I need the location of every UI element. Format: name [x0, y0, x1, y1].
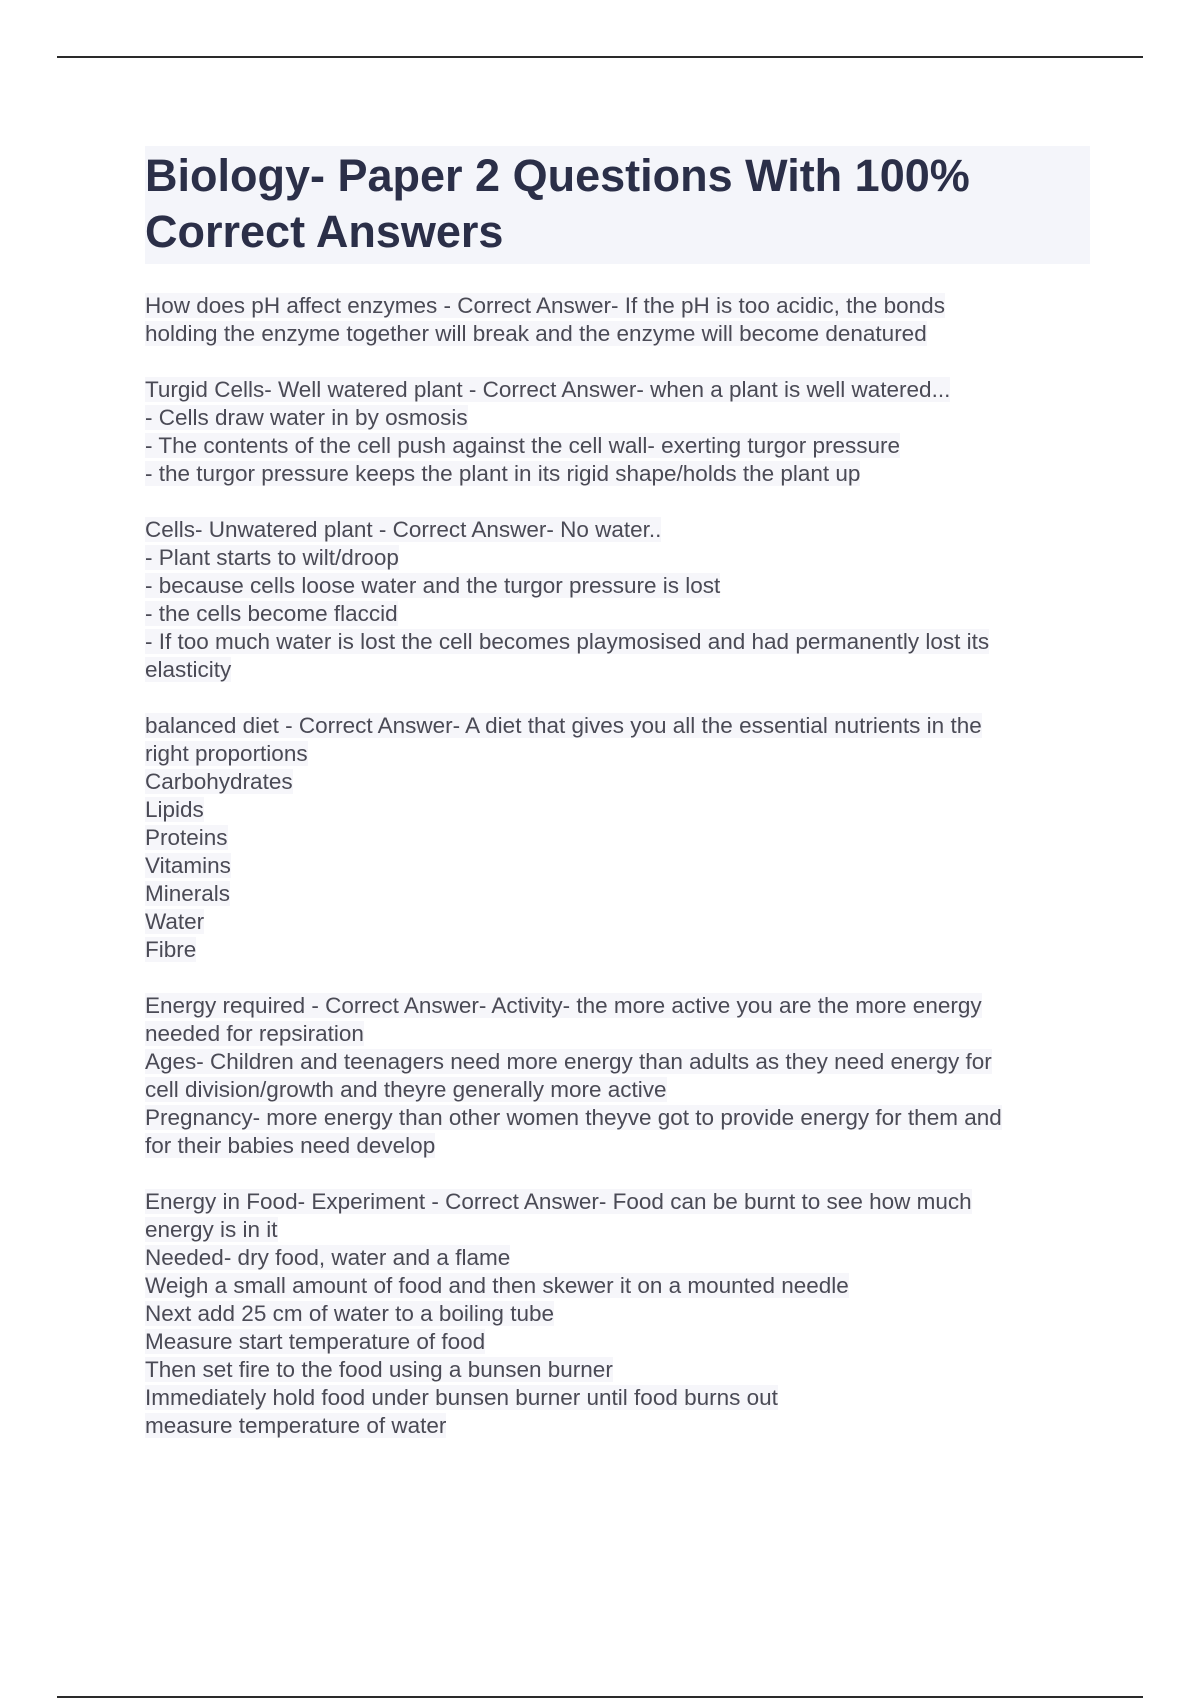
qa-line-text: Lipids — [145, 797, 204, 822]
qa-line-text: Next add 25 cm of water to a boiling tube — [145, 1301, 554, 1326]
qa-line-text: Minerals — [145, 881, 231, 906]
qa-entry — [145, 1188, 1090, 1440]
qa-line-text: Fibre — [145, 937, 197, 962]
qa-line-text: Ages- Children and teenagers need more energy than adults as they need energy for — [145, 1049, 992, 1074]
qa-line-text: measure temperature of water — [145, 1413, 447, 1438]
top-rule — [57, 56, 1143, 58]
qa-line — [145, 1048, 1090, 1076]
qa-line-text: Turgid Cells- Well watered plant - Correct Answer- when a plant is well watered... — [145, 377, 951, 402]
qa-line-text: - Cells draw water in by osmosis — [145, 405, 468, 430]
qa-line — [145, 404, 1090, 432]
qa-line-text: energy is in it — [145, 1217, 278, 1242]
qa-line — [145, 432, 1090, 460]
bottom-rule — [57, 1696, 1143, 1698]
qa-line-text: balanced diet - Correct Answer- A diet that gives you all the essential nutrients in the — [145, 713, 982, 738]
qa-line — [145, 1300, 1090, 1328]
qa-line-text: right proportions — [145, 741, 308, 766]
qa-line-text: Then set fire to the food using a bunsen burner — [145, 1357, 613, 1382]
qa-line — [145, 1076, 1090, 1104]
qa-line-text: - Plant starts to wilt/droop — [145, 545, 399, 570]
qa-line — [145, 656, 1090, 684]
qa-line — [145, 880, 1090, 908]
qa-line-text: - the turgor pressure keeps the plant in its rigid shape/holds the plant up — [145, 461, 861, 486]
qa-line — [145, 1328, 1090, 1356]
qa-line-text: - If too much water is lost the cell becomes playmosised and had permanently lost its — [145, 629, 990, 654]
qa-line — [145, 572, 1090, 600]
qa-entry — [145, 712, 1090, 964]
qa-line-text: cell division/growth and theyre generally more active — [145, 1077, 667, 1102]
qa-line — [145, 516, 1090, 544]
qa-line — [145, 320, 1090, 348]
qa-line-text: Immediately hold food under bunsen burner until food burns out — [145, 1385, 778, 1410]
qa-line — [145, 1384, 1090, 1412]
qa-line-text: holding the enzyme together will break and the enzyme will become denatured — [145, 321, 927, 346]
qa-entry — [145, 516, 1090, 684]
qa-line-text: Needed- dry food, water and a flame — [145, 1245, 511, 1270]
qa-line — [145, 600, 1090, 628]
qa-line-text: - The contents of the cell push against the cell wall- exerting turgor pressure — [145, 433, 900, 458]
qa-line — [145, 1272, 1090, 1300]
qa-line — [145, 1188, 1090, 1216]
qa-line — [145, 544, 1090, 572]
qa-line — [145, 1216, 1090, 1244]
qa-line — [145, 628, 1090, 656]
qa-line-text: Energy required - Correct Answer- Activity- the more active you are the more energy — [145, 993, 982, 1018]
qa-line-text: Vitamins — [145, 853, 231, 878]
qa-line — [145, 992, 1090, 1020]
qa-line — [145, 824, 1090, 852]
qa-line — [145, 1356, 1090, 1384]
qa-line-text: Proteins — [145, 825, 228, 850]
qa-entry — [145, 376, 1090, 488]
qa-line-text: Carbohydrates — [145, 769, 293, 794]
qa-line-text: Water — [145, 909, 205, 934]
qa-line — [145, 796, 1090, 824]
qa-line — [145, 1244, 1090, 1272]
document-body — [145, 146, 1090, 1468]
qa-line — [145, 1104, 1090, 1132]
qa-line-text: elasticity — [145, 657, 232, 682]
qa-line — [145, 1132, 1090, 1160]
qa-line-text: Energy in Food- Experiment - Correct Answer- Food can be burnt to see how much — [145, 1189, 972, 1214]
qa-line — [145, 460, 1090, 488]
qa-line-text: - because cells loose water and the turgor pressure is lost — [145, 573, 721, 598]
qa-line — [145, 1020, 1090, 1048]
qa-line — [145, 292, 1090, 320]
qa-line — [145, 1412, 1090, 1440]
qa-line — [145, 908, 1090, 936]
qa-line — [145, 768, 1090, 796]
qa-line — [145, 376, 1090, 404]
qa-line-text: Measure start temperature of food — [145, 1329, 486, 1354]
qa-line-text: for their babies need develop — [145, 1133, 436, 1158]
qa-entry — [145, 992, 1090, 1160]
title-block — [145, 146, 1090, 264]
qa-line-text: Pregnancy- more energy than other women theyve got to provide energy for them and — [145, 1105, 1002, 1130]
qa-line-text: Weigh a small amount of food and then skewer it on a mounted needle — [145, 1273, 849, 1298]
qa-line — [145, 852, 1090, 880]
qa-line — [145, 740, 1090, 768]
qa-line-text: Cells- Unwatered plant - Correct Answer- No water.. — [145, 517, 662, 542]
document-title: Biology- Paper 2 Questions With 100% Correct Answers — [145, 150, 970, 257]
qa-entry — [145, 292, 1090, 348]
qa-line — [145, 712, 1090, 740]
qa-line — [145, 936, 1090, 964]
qa-line-text: How does pH affect enzymes - Correct Answer- If the pH is too acidic, the bonds — [145, 293, 945, 318]
qa-line-text: needed for repsiration — [145, 1021, 364, 1046]
qa-entries — [145, 292, 1090, 1440]
qa-line-text: - the cells become flaccid — [145, 601, 398, 626]
